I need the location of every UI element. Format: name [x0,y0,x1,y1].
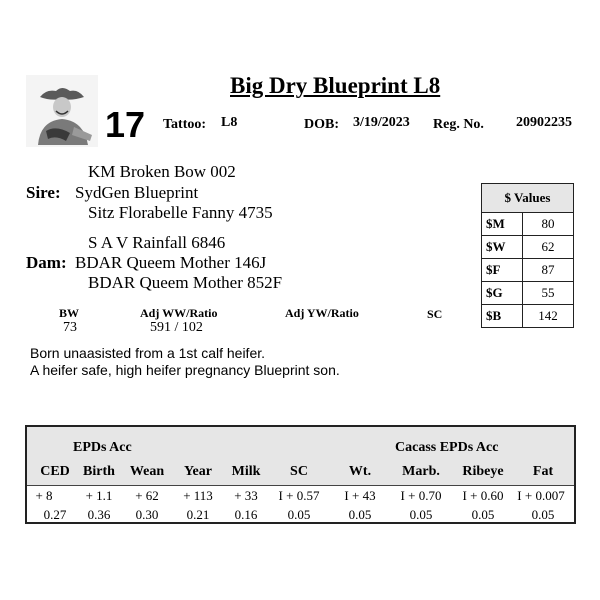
carcass-epd-group-label: Cacass EPDs Acc [395,440,499,455]
dam-label: Dam: [26,253,67,272]
epd-value: I + 0.60 [462,488,504,503]
acc-value: 0.05 [471,507,495,522]
ww-value: 591 / 102 [150,320,203,335]
yw-label: Adj YW/Ratio [285,306,359,320]
cowboy-logo-image [26,75,98,147]
epd-col-header: Year [184,464,212,479]
epd-col-header: Fat [532,464,554,479]
epd-col-header: Ribeye [462,464,504,479]
dollar-value-key: $W [482,236,523,259]
dollar-value-row [482,259,574,282]
epd-value: + 8 [35,488,53,503]
epd-col-header: Birth [83,464,115,479]
dollar-value-row [482,282,574,305]
dollar-value-number: 62 [523,236,574,259]
dob-value: 3/19/2023 [353,115,410,130]
epd-group-label: EPDs Acc [73,440,132,455]
epd-value: + 33 [234,488,258,503]
acc-value: 0.27 [43,507,67,522]
acc-value: 0.36 [87,507,111,522]
dollar-value-row [482,305,574,328]
dollar-value-row [482,236,574,259]
epd-col-header: Milk [231,464,261,479]
note-line-1: Born unaasisted from a 1st calf heifer. [30,345,266,361]
dollar-values-header: $ Values [482,184,574,213]
dollar-value-key: $G [482,282,523,305]
dollar-value-row [482,213,574,236]
dam-name: BDAR Queem Mother 146J [75,253,267,272]
sire-label: Sire: [26,183,61,202]
sire-name: SydGen Blueprint [75,183,199,202]
lot-number: 17 [105,104,146,145]
reg-label: Reg. No. [433,117,484,132]
epd-value: + 62 [135,488,159,503]
dollar-values-table [481,183,574,328]
bw-value: 73 [63,320,77,335]
acc-value: 0.05 [287,507,311,522]
page-title: Big Dry Blueprint L8 [230,73,441,98]
epd-value: I + 0.57 [278,488,320,503]
dollar-value-number: 142 [523,305,574,328]
sire-of-sire: KM Broken Bow 002 [88,162,236,181]
bw-label: BW [59,306,80,320]
sc-label: SC [427,307,443,321]
epd-col-header: Marb. [402,464,440,479]
dob-label: DOB: [304,117,339,132]
dollar-value-key: $M [482,213,523,236]
acc-value: 0.05 [409,507,433,522]
ww-label: Adj WW/Ratio [140,306,218,320]
dam-of-dam: BDAR Queem Mother 852F [88,273,283,292]
sire-of-dam: S A V Rainfall 6846 [88,233,226,252]
dollar-value-number: 80 [523,213,574,236]
dollar-value-number: 55 [523,282,574,305]
acc-value: 0.30 [135,507,159,522]
dollar-value-number: 87 [523,259,574,282]
epd-value: I + 43 [344,488,376,503]
epd-value: I + 0.70 [400,488,442,503]
epd-value: I + 0.007 [517,488,565,503]
acc-value: 0.21 [186,507,210,522]
epd-col-header: Wt. [348,464,372,479]
acc-value: 0.16 [234,507,258,522]
tattoo-value: L8 [221,115,238,130]
acc-value: 0.05 [348,507,372,522]
dollar-value-key: $B [482,305,523,328]
epd-col-header: CED [40,464,70,479]
epd-value: + 1.1 [85,488,113,503]
tattoo-label: Tattoo: [163,117,207,132]
epd-value: + 113 [183,488,213,503]
acc-value: 0.05 [531,507,555,522]
epd-col-header: SC [290,464,308,479]
note-line-2: A heifer safe, high heifer pregnancy Blueprint son. [30,362,340,378]
epd-table [25,425,576,524]
epd-col-header: Wean [129,464,165,479]
dam-of-sire: Sitz Florabelle Fanny 4735 [88,203,273,222]
reg-value: 20902235 [516,115,572,130]
dollar-value-key: $F [482,259,523,282]
